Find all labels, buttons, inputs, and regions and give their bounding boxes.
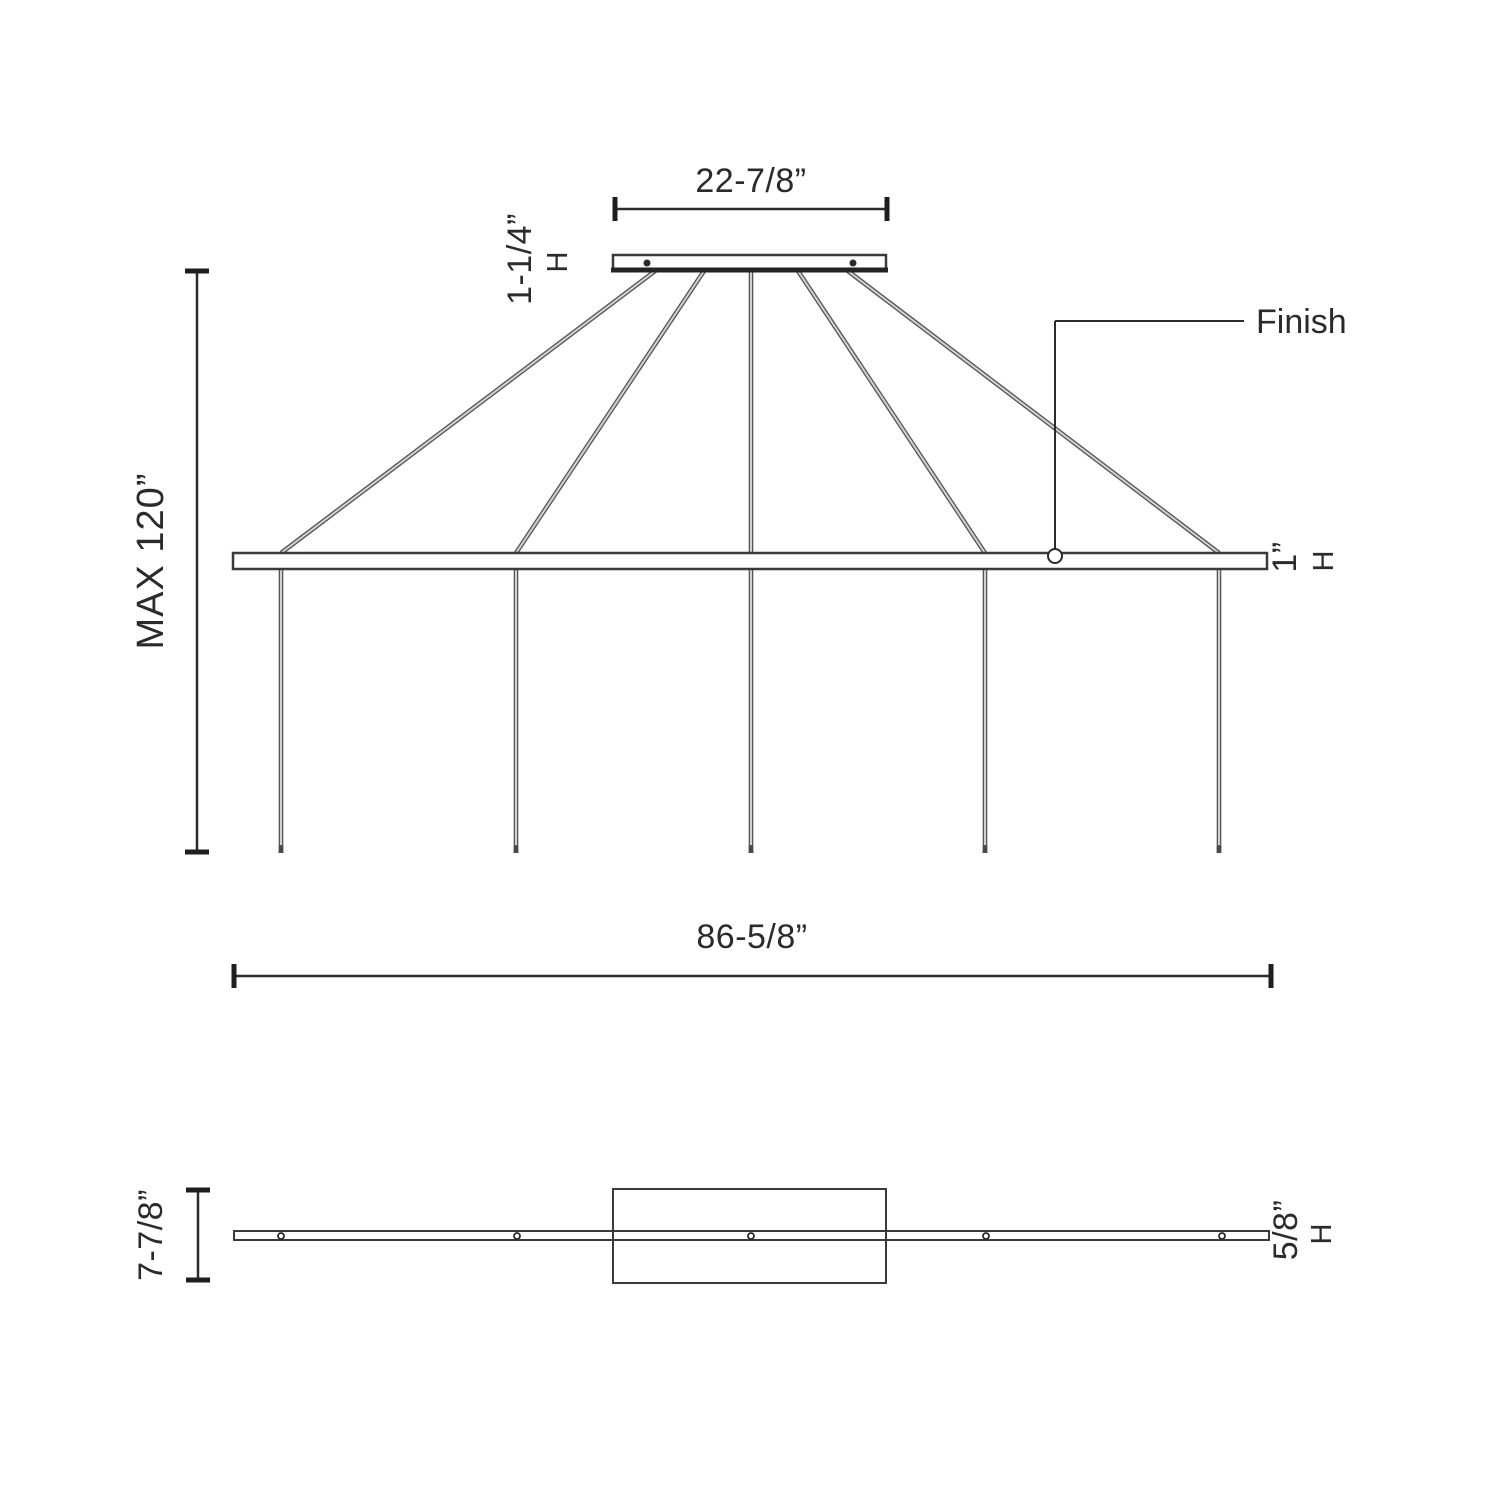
- cable-highlight: [796, 268, 985, 553]
- plan-bar-height-label: [1267, 1200, 1338, 1261]
- plan-depth-dimension: [132, 1189, 210, 1281]
- mounting-hole: [514, 1233, 520, 1239]
- ceiling-canopy: [611, 255, 888, 270]
- max-suspension-dimension: [130, 271, 209, 852]
- canopy-width-dimension: [615, 162, 887, 221]
- max-suspension-value: MAX 120”: [130, 472, 172, 650]
- finish-label: Finish: [1256, 303, 1347, 341]
- cable-highlight: [281, 268, 659, 553]
- canopy-height-suffix: H: [542, 251, 574, 273]
- canopy-screw: [850, 260, 857, 267]
- plan-view: [234, 1189, 1269, 1283]
- bar-height-label: [1266, 541, 1340, 572]
- canopy-body: [613, 255, 886, 269]
- plan-depth-value: 7-7/8”: [132, 1189, 170, 1281]
- fixture-bar: [233, 553, 1267, 569]
- callout-target-circle: [1048, 549, 1062, 563]
- bar-body: [233, 553, 1267, 569]
- canopy-height-value: 1-1/4”: [501, 213, 539, 305]
- cable-highlight: [516, 268, 706, 553]
- canopy-height-label: [501, 213, 574, 305]
- suspension-cables: [281, 268, 1219, 553]
- finish-callout: [1048, 303, 1347, 563]
- mounting-hole: [983, 1233, 989, 1239]
- bar-height-suffix: H: [1308, 550, 1340, 572]
- plan-bar-height-value: 5/8”: [1267, 1199, 1305, 1261]
- hanging-rods: [281, 569, 1219, 853]
- canopy-width-value: 22-7/8”: [695, 162, 807, 200]
- cable-highlight: [844, 268, 1219, 553]
- plan-bar-height-suffix: H: [1306, 1223, 1338, 1245]
- mounting-hole: [1219, 1233, 1225, 1239]
- canopy-screw: [644, 260, 651, 267]
- mounting-hole: [748, 1233, 754, 1239]
- bar-height-value: 1”: [1266, 541, 1304, 573]
- overall-length-dimension: [234, 918, 1271, 988]
- mounting-hole: [278, 1233, 284, 1239]
- overall-length-value: 86-5/8”: [696, 918, 808, 956]
